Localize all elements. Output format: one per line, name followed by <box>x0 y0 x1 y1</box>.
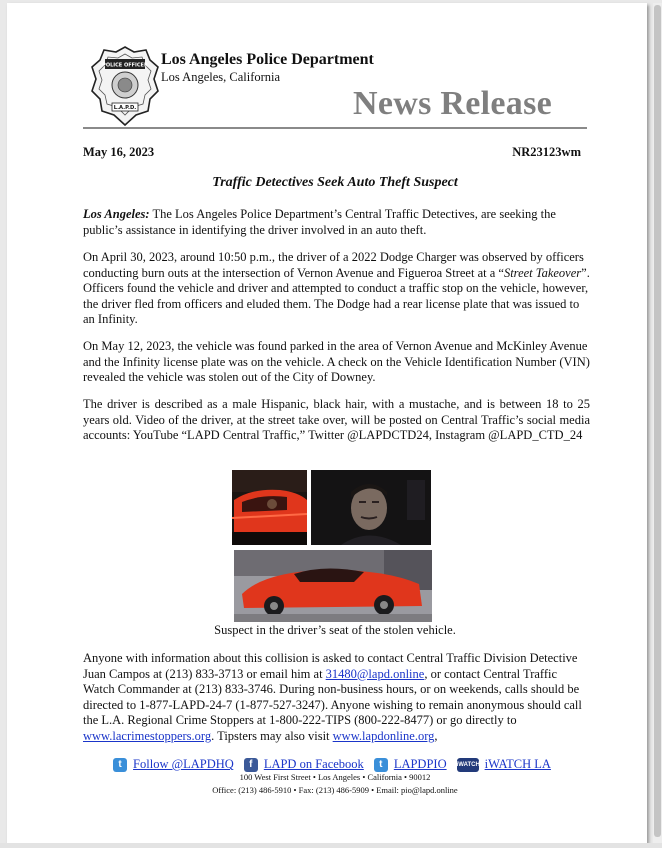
car-photo-street <box>234 550 432 622</box>
release-number: NR23123wm <box>512 145 581 159</box>
suspect-face-photo <box>311 470 431 545</box>
contact-text-c: . Tipsters may also visit <box>211 728 333 743</box>
scrollbar-thumb[interactable] <box>654 5 661 837</box>
badge-top-text: POLICE OFFICER <box>102 62 148 69</box>
contact-text-d: , <box>434 728 438 743</box>
intro-text: The Los Angeles Police Department’s Central Traffic Detectives, are seeking the public’s assistance in identifying the driver involved in an auto theft. <box>83 207 556 237</box>
street-takeover-term: Street Takeover <box>503 265 582 280</box>
twitter-icon[interactable]: t <box>113 758 127 772</box>
detective-email-link[interactable]: 31480@lapd.online <box>325 666 425 681</box>
department-name: Los Angeles Police Department <box>161 51 374 68</box>
twitter-link[interactable]: Follow @LAPDHQ <box>133 757 234 771</box>
crimestoppers-link[interactable]: www.lacrimestoppers.org <box>83 728 212 743</box>
news-release-label: News Release <box>353 85 553 122</box>
contact-text-a: Anyone with information about this collision is asked to contact Central Traffic Division Detective Juan Campos at (213) 833-3713 or email him at <box>83 651 578 681</box>
facebook-link[interactable]: LAPD on Facebook <box>263 757 364 771</box>
incident-text-a: On April 30, 2023, around 10:50 p.m., the driver of a 2022 Dodge Charger was observed by officers conducting burn outs at the intersection of Vernon Avenue and Figueroa Street at a “ <box>83 250 584 280</box>
lapd-badge-logo <box>90 45 160 127</box>
facebook-icon[interactable]: f <box>244 758 258 772</box>
lapdonline-link[interactable]: www.lapdonline.org <box>332 728 435 743</box>
document-page <box>7 3 647 843</box>
horizontal-scrollbar[interactable] <box>0 843 662 848</box>
badge-bottom-text: L.A.P.D. <box>113 105 137 112</box>
car-photo-side <box>232 470 307 545</box>
vertical-scrollbar[interactable] <box>653 3 662 848</box>
paragraph-recovery: On May 12, 2023, the vehicle was found parked in the area of Vernon Avenue and McKinley Avenue and the Infinity license plate was on the vehicle. A check on the Vehicle Identification Number (VIN) revealed the vehicle was stolen out of the City of Downey. <box>83 339 590 384</box>
paragraph-description: The driver is described as a male Hispanic, black hair, with a mustache, and is between 18 to 25 years old. Video of the driver, at the street take over, will be posted on Central Traffic’s social media accounts: YouTube “LAPD Central Traffic,” Twitter @LAPDCTD24, Instagram @LAPD_CTD_24 <box>83 397 590 442</box>
release-date: May 16, 2023 <box>83 145 155 159</box>
department-city: Los Angeles, California <box>161 70 281 84</box>
iwatch-icon[interactable]: iWATCH <box>457 758 479 772</box>
twitter-pio-icon[interactable]: t <box>374 758 388 772</box>
social-links-bar <box>83 757 587 772</box>
footer-address: 100 West First Street • Los Angeles • California • 90012 <box>239 772 431 782</box>
paragraph-contact <box>83 651 590 744</box>
contact-text-b: , or contact Central Traffic Watch Commander at (213) 833-3746. During non-business hours, or on weekends, calls should be directed to 1-877-LAPD-24-7 (1-877-527-3247). Anyone wishing to remain anonymous should call the L.A. Regional Crime Stoppers at 1-800-222-TIPS (800-222-8477) or go directly to <box>83 666 582 727</box>
lapdpio-link[interactable]: LAPDPIO <box>393 757 447 771</box>
header-rule <box>83 127 587 129</box>
iwatch-link[interactable]: iWATCH LA <box>484 757 551 771</box>
footer-contact: Office: (213) 486-5910 • Fax: (213) 486-5909 • Email: pio@lapd.online <box>212 785 458 795</box>
paragraph-intro <box>83 207 590 238</box>
incident-text-b: ”. Officers found the vehicle and driver and attempted to conduct a traffic stop on the vehicle, however, the driver fled from officers and eluded them. The Dodge had a rear license plate that was issued to an Infinity. <box>83 265 590 326</box>
photo-caption: Suspect in the driver’s seat of the stolen vehicle. <box>214 623 456 637</box>
headline: Traffic Detectives Seek Auto Theft Suspect <box>212 175 458 190</box>
dateline: Los Angeles: <box>83 207 150 221</box>
paragraph-incident <box>83 250 590 328</box>
